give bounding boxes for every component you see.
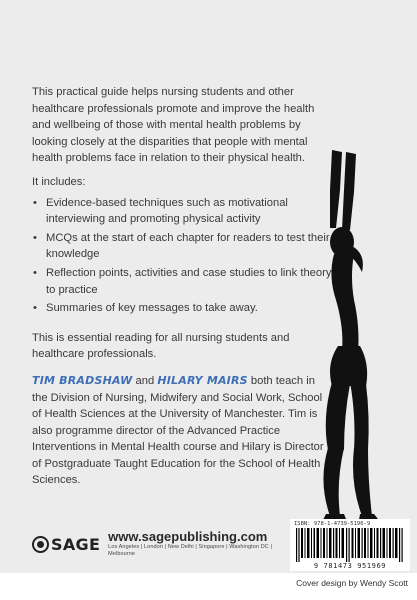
authors-bio: both teach in the Division of Nursing, Midwifery and Social Work, School of Health Sciences at the University of Manchester. Tim is also programme director of the Advanced Practice Interventions in Mental Health course and Hilary is Director of Postgraduate Taught Education for the School of Health Sciences. [32, 374, 324, 487]
publisher-info [108, 530, 292, 558]
includes-heading: It includes: [32, 175, 86, 188]
publisher-block [32, 531, 292, 557]
barcode-number: 9 781473 951969 [313, 562, 387, 570]
conjunction: and [132, 374, 158, 387]
list-item: • Evidence-based techniques such as motivational interviewing and promoting physical activity [32, 195, 332, 228]
publisher-url[interactable]: www.sagepublishing.com [108, 529, 268, 544]
list-item: • MCQs at the start of each chapter for readers to test their knowledge [32, 230, 332, 263]
barcode-icon [296, 528, 404, 562]
essential-paragraph: This is essential reading for all nursing students and healthcare professionals. [32, 331, 290, 361]
author-name: TIM BRADSHAW [32, 373, 133, 387]
intro-paragraph: This practical guide helps nursing students and other healthcare professionals promote and improve the health and wellbeing of those with mental health problems by looking closely at the disparities that people with mental health problems face in relation to their physical health. [32, 86, 315, 165]
isbn-label: ISBN: 978-1-4739-5196-9 [294, 521, 371, 527]
isbn-barcode-box [290, 519, 410, 571]
silhouette-figure [270, 150, 410, 535]
sage-logo [32, 535, 100, 554]
sage-logo-text: SAGE [51, 534, 101, 554]
publisher-cities: Los Angeles | London | New Delhi | Singapore | Washington DC | Melbourne [108, 544, 273, 557]
author-name: HILARY MAIRS [157, 373, 248, 387]
list-item: • Summaries of key messages to take away. [32, 300, 332, 317]
cover-design-credit: Cover design by Wendy Scott [296, 578, 408, 588]
list-item: • Reflection points, activities and case studies to link theory to practice [32, 265, 332, 298]
sage-logo-icon [32, 536, 49, 553]
